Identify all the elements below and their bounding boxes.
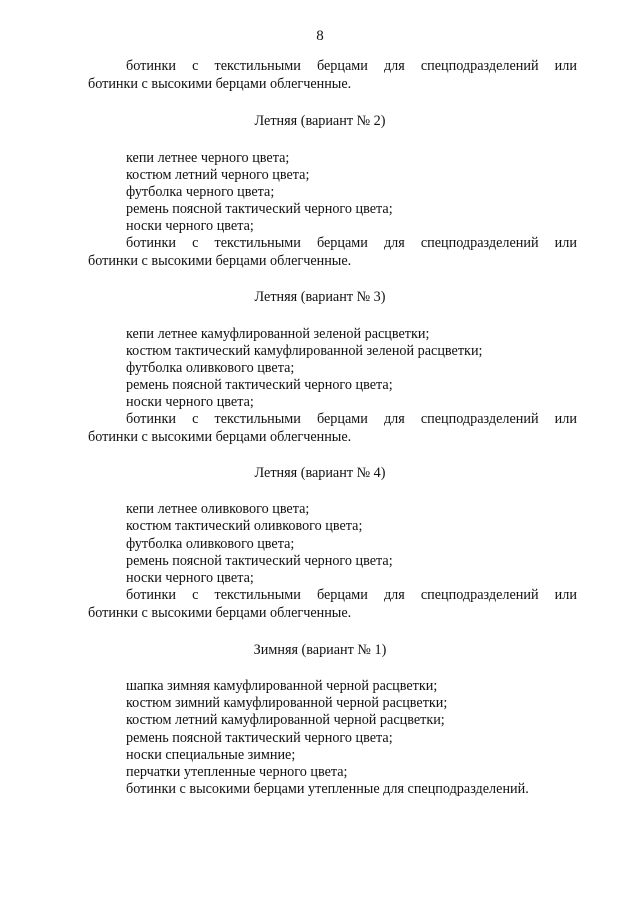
- list-item-wrapped-line-2: ботинки с высокими берцами облегченные.: [88, 253, 352, 269]
- section-heading-winter-1: Зимняя (вариант № 1): [253, 642, 387, 658]
- word: с: [192, 58, 199, 74]
- section-heading-summer-3: Летняя (вариант № 3): [254, 289, 386, 305]
- list-item: костюм тактический оливкового цвета;: [126, 518, 363, 534]
- list-item: ремень поясной тактический черного цвета;: [126, 730, 393, 746]
- word: ботинки: [126, 58, 176, 74]
- list-item-wrapped-line-2: ботинки с высокими берцами облегченные.: [88, 429, 352, 445]
- list-item: футболка оливкового цвета;: [126, 536, 295, 552]
- section-heading-summer-4: Летняя (вариант № 4): [254, 465, 386, 481]
- word: текстильными: [214, 411, 301, 427]
- list-item: костюм летний черного цвета;: [126, 167, 310, 183]
- list-item-wrapped-line-1: [126, 411, 577, 429]
- intro-line-2: ботинки с высокими берцами облегченные.: [88, 76, 352, 92]
- list-item: футболка оливкового цвета;: [126, 360, 295, 376]
- word: ботинки: [126, 411, 176, 427]
- word: для: [383, 587, 405, 603]
- word: спецподразделений: [420, 58, 539, 74]
- word: спецподразделений: [420, 411, 539, 427]
- intro-line-1: [126, 58, 577, 76]
- list-item: перчатки утепленные черного цвета;: [126, 764, 348, 780]
- word: текстильными: [214, 58, 301, 74]
- word: берцами: [316, 411, 368, 427]
- page-number: 8: [316, 28, 324, 44]
- word: для: [383, 235, 405, 251]
- list-item: кепи летнее черного цвета;: [126, 150, 290, 166]
- list-item: футболка черного цвета;: [126, 184, 275, 200]
- list-item: костюм летний камуфлированной черной расцветки;: [126, 712, 445, 728]
- list-item: кепи летнее камуфлированной зеленой расцветки;: [126, 326, 430, 342]
- word: ботинки: [126, 235, 176, 251]
- list-item-wrapped-line-2: ботинки с высокими берцами облегченные.: [88, 605, 352, 621]
- word: для: [383, 58, 405, 74]
- word: берцами: [316, 58, 368, 74]
- list-item: ремень поясной тактический черного цвета;: [126, 201, 393, 217]
- list-item: носки специальные зимние;: [126, 747, 296, 763]
- list-item: ремень поясной тактический черного цвета;: [126, 553, 393, 569]
- word: или: [554, 58, 577, 74]
- word: берцами: [316, 235, 368, 251]
- list-item-wrapped-line-1: [126, 587, 577, 605]
- word: текстильными: [214, 587, 301, 603]
- list-item: ремень поясной тактический черного цвета;: [126, 377, 393, 393]
- list-item: костюм тактический камуфлированной зеленой расцветки;: [126, 343, 483, 359]
- list-item: кепи летнее оливкового цвета;: [126, 501, 310, 517]
- list-item: носки черного цвета;: [126, 218, 254, 234]
- word: или: [554, 411, 577, 427]
- list-item: костюм зимний камуфлированной черной расцветки;: [126, 695, 448, 711]
- word: с: [192, 587, 199, 603]
- word: для: [383, 411, 405, 427]
- word: ботинки: [126, 587, 176, 603]
- word: с: [192, 411, 199, 427]
- section-heading-summer-2: Летняя (вариант № 2): [254, 113, 386, 129]
- word: спецподразделений: [420, 235, 539, 251]
- word: или: [554, 235, 577, 251]
- word: берцами: [316, 587, 368, 603]
- word: текстильными: [214, 235, 301, 251]
- word: с: [192, 235, 199, 251]
- list-item-wrapped-line-1: [126, 235, 577, 253]
- word: или: [554, 587, 577, 603]
- list-item: ботинки с высокими берцами утепленные для спецподразделений.: [126, 781, 529, 797]
- list-item: шапка зимняя камуфлированной черной расцветки;: [126, 678, 438, 694]
- word: спецподразделений: [420, 587, 539, 603]
- list-item: носки черного цвета;: [126, 570, 254, 586]
- list-item: носки черного цвета;: [126, 394, 254, 410]
